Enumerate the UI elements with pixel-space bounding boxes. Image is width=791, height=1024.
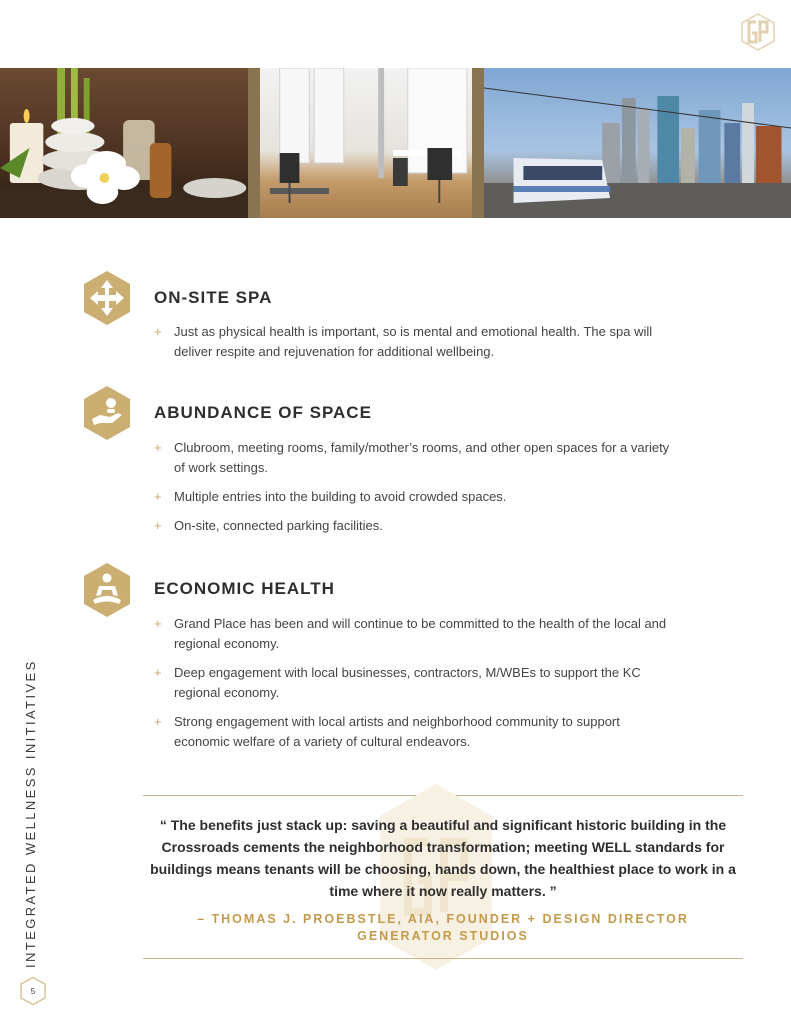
meditation-person-icon bbox=[82, 562, 132, 618]
bullet-item: + Multiple entries into the building to avoid crowded spaces. bbox=[154, 487, 674, 507]
section-title-economic-health: ECONOMIC HEALTH bbox=[154, 579, 335, 598]
section-title-abundance-of-space: ABUNDANCE OF SPACE bbox=[154, 403, 372, 422]
hand-money-icon bbox=[82, 385, 132, 441]
photo-divider bbox=[248, 68, 260, 218]
quote-attribution bbox=[148, 911, 738, 945]
header-photo-strip bbox=[0, 68, 791, 218]
bullet-item: + On-site, connected parking facilities. bbox=[154, 516, 674, 536]
section-bullets-on-site-spa bbox=[154, 322, 674, 371]
attribution-name: – THOMAS J. PROEBSTLE, AIA, FOUNDER + DESIGN DIRECTOR bbox=[197, 912, 689, 926]
quote-bottom-rule bbox=[143, 958, 743, 959]
arrows-expand-icon bbox=[82, 270, 132, 326]
side-section-label: INTEGRATED WELLNESS INITIATIVES bbox=[23, 659, 38, 968]
section-bullets-economic-health bbox=[154, 614, 674, 761]
section-bullets-abundance-of-space bbox=[154, 438, 674, 545]
gp-monogram-icon bbox=[739, 12, 777, 52]
city-skyline-streetcar-photo bbox=[484, 68, 791, 218]
section-title-on-site-spa: ON-SITE SPA bbox=[154, 288, 273, 307]
page-number: 5 bbox=[30, 986, 36, 996]
testimonial-quote: “ The benefits just stack up: saving a beautiful and significant historic building in the Crossroads cements the neighborhood transformation; meeting WELL standards for buildings means tenants will be choosing, hands down, the healthiest place to work in a time where it now really matters. ” bbox=[150, 817, 736, 899]
bullet-item: + Deep engagement with local businesses, contractors, M/WBEs to support the KC regional economy. bbox=[154, 663, 674, 703]
attribution-company: GENERATOR STUDIOS bbox=[357, 929, 529, 943]
bullet-item: + Clubroom, meeting rooms, family/mother’s rooms, and other open spaces for a variety of work settings. bbox=[154, 438, 674, 478]
bullet-item: + Strong engagement with local artists and neighborhood community to support economic welfare of a variety of cultural endeavors. bbox=[154, 712, 674, 752]
open-office-interior-photo bbox=[260, 68, 472, 218]
bullet-item: + Grand Place has been and will continue to be committed to the health of the local and regional economy. bbox=[154, 614, 674, 654]
spa-stones-orchid-photo bbox=[0, 68, 248, 218]
bullet-item: + Just as physical health is important, so is mental and emotional health. The spa will deliver respite and rejuvenation for additional wellbeing. bbox=[154, 322, 674, 362]
photo-divider bbox=[472, 68, 484, 218]
